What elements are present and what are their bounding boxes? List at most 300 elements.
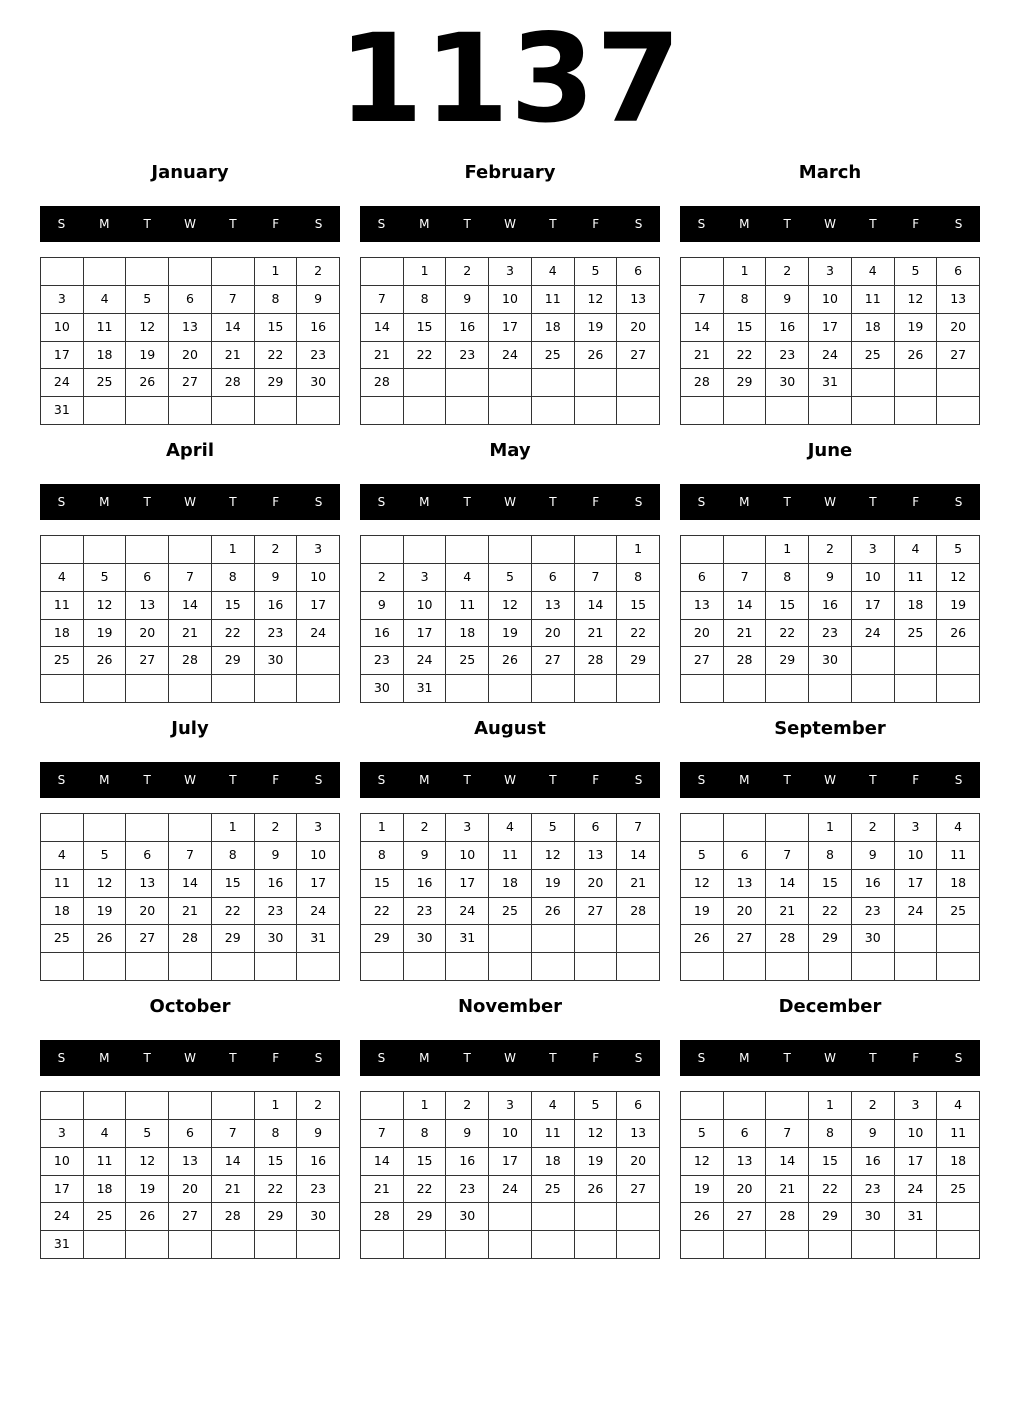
day-cell [852, 647, 895, 675]
day-cell: 25 [84, 369, 127, 397]
day-cell: 20 [617, 1148, 660, 1176]
weekday-label: M [99, 495, 110, 509]
day-cell: 9 [255, 564, 298, 592]
day-cell [489, 369, 532, 397]
weekday-label: S [634, 217, 643, 231]
day-cell [575, 925, 618, 953]
day-cell [532, 675, 575, 703]
day-cell [255, 1231, 298, 1259]
day-cell: 19 [937, 592, 980, 620]
day-cell: 16 [446, 314, 489, 342]
day-cell: 21 [212, 1176, 255, 1204]
day-cell: 13 [681, 592, 724, 620]
day-cell: 15 [617, 592, 660, 620]
day-cell: 18 [489, 870, 532, 898]
day-cell: 23 [255, 620, 298, 648]
day-cell: 28 [681, 369, 724, 397]
day-cell: 2 [809, 536, 852, 564]
day-cell: 9 [446, 286, 489, 314]
day-cell: 26 [681, 1203, 724, 1231]
day-cell: 19 [84, 898, 127, 926]
day-cell: 5 [489, 564, 532, 592]
weekday-label: S [954, 773, 963, 787]
weekday-label: M [99, 773, 110, 787]
day-cell [575, 953, 618, 981]
day-cell [446, 953, 489, 981]
day-cell [489, 953, 532, 981]
day-cell: 6 [126, 842, 169, 870]
day-cell: 14 [617, 842, 660, 870]
day-cell: 2 [404, 814, 447, 842]
day-cell [84, 953, 127, 981]
day-cell: 23 [852, 1176, 895, 1204]
day-cell [84, 675, 127, 703]
day-cell: 16 [446, 1148, 489, 1176]
day-cell: 17 [489, 314, 532, 342]
day-cell: 18 [41, 620, 84, 648]
day-cell [895, 925, 938, 953]
weekday-label: F [592, 1051, 600, 1065]
day-cell: 18 [84, 342, 127, 370]
day-cell: 16 [361, 620, 404, 648]
day-cell: 26 [84, 647, 127, 675]
day-cell: 5 [937, 536, 980, 564]
day-cell: 10 [297, 564, 340, 592]
day-cell: 3 [852, 536, 895, 564]
day-cell: 2 [255, 536, 298, 564]
day-cell: 23 [255, 898, 298, 926]
day-cell: 19 [489, 620, 532, 648]
day-cell: 25 [41, 647, 84, 675]
day-cell: 8 [404, 1120, 447, 1148]
day-cell: 20 [575, 870, 618, 898]
day-cell [724, 675, 767, 703]
day-cell [489, 1231, 532, 1259]
day-cell: 4 [895, 536, 938, 564]
day-cell: 17 [809, 314, 852, 342]
weekday-label: T [143, 217, 151, 231]
day-cell: 29 [255, 1203, 298, 1231]
day-cell: 2 [297, 1092, 340, 1120]
day-cell: 12 [126, 314, 169, 342]
day-cell: 31 [41, 397, 84, 425]
weekday-header [680, 762, 980, 798]
day-cell: 28 [766, 925, 809, 953]
weekday-label: M [739, 217, 750, 231]
day-cell: 17 [895, 870, 938, 898]
day-cell [575, 369, 618, 397]
day-cell: 29 [404, 1203, 447, 1231]
day-cell [895, 369, 938, 397]
month-title: August [474, 718, 546, 739]
day-cell: 5 [532, 814, 575, 842]
day-cell: 26 [575, 1176, 618, 1204]
day-cell [724, 397, 767, 425]
day-cell [617, 675, 660, 703]
day-cell: 19 [895, 314, 938, 342]
day-cell: 15 [766, 592, 809, 620]
month-title: November [457, 996, 563, 1017]
weekday-label: W [184, 1051, 196, 1065]
weekday-header [360, 206, 660, 242]
day-cell: 5 [895, 258, 938, 286]
day-cell [489, 397, 532, 425]
day-cell: 26 [84, 925, 127, 953]
day-cell: 13 [724, 1148, 767, 1176]
day-cell: 1 [361, 814, 404, 842]
weekday-label: W [504, 1051, 516, 1065]
day-cell: 10 [895, 842, 938, 870]
day-cell: 16 [404, 870, 447, 898]
day-cell [446, 536, 489, 564]
weekday-label: S [377, 1051, 386, 1065]
day-cell: 15 [809, 1148, 852, 1176]
day-cell [126, 675, 169, 703]
day-cell: 26 [532, 898, 575, 926]
day-cell: 29 [809, 925, 852, 953]
day-cell [361, 1231, 404, 1259]
day-cell: 4 [937, 814, 980, 842]
day-cell: 6 [169, 286, 212, 314]
day-cell: 5 [126, 1120, 169, 1148]
weekday-label: F [592, 773, 600, 787]
day-cell: 7 [681, 286, 724, 314]
day-cell [255, 675, 298, 703]
day-cell: 27 [126, 925, 169, 953]
weekday-label: W [824, 773, 836, 787]
day-cell: 23 [446, 342, 489, 370]
day-cell [169, 1231, 212, 1259]
day-cell: 14 [361, 314, 404, 342]
day-cell: 29 [255, 369, 298, 397]
day-cell: 8 [809, 842, 852, 870]
weekday-label: F [912, 217, 920, 231]
day-cell: 30 [446, 1203, 489, 1231]
day-cell: 8 [212, 564, 255, 592]
month-may [360, 436, 660, 706]
day-cell: 24 [895, 1176, 938, 1204]
day-cell [937, 397, 980, 425]
weekday-label: F [272, 1051, 280, 1065]
day-cell: 13 [169, 1148, 212, 1176]
day-cell [766, 397, 809, 425]
day-cell: 5 [681, 842, 724, 870]
day-cell [126, 536, 169, 564]
day-cell [809, 397, 852, 425]
day-cell: 30 [297, 1203, 340, 1231]
day-cell [937, 953, 980, 981]
day-cell: 6 [532, 564, 575, 592]
day-cell: 29 [617, 647, 660, 675]
weekday-header [680, 206, 980, 242]
day-cell: 30 [809, 647, 852, 675]
day-cell: 11 [446, 592, 489, 620]
day-cell: 18 [852, 314, 895, 342]
day-cell: 29 [361, 925, 404, 953]
day-cell: 30 [297, 369, 340, 397]
day-cell [212, 397, 255, 425]
month-title: January [151, 162, 229, 183]
day-cell: 31 [41, 1231, 84, 1259]
day-cell [84, 397, 127, 425]
day-cell: 21 [169, 620, 212, 648]
day-cell [169, 397, 212, 425]
day-cell: 5 [575, 1092, 618, 1120]
day-cell: 8 [361, 842, 404, 870]
day-cell [297, 953, 340, 981]
day-cell [212, 953, 255, 981]
day-cell [297, 1231, 340, 1259]
weekday-label: T [869, 773, 877, 787]
day-cell: 23 [766, 342, 809, 370]
weekday-label: T [549, 495, 557, 509]
day-cell: 17 [41, 1176, 84, 1204]
day-cell: 26 [681, 925, 724, 953]
day-cell: 19 [126, 342, 169, 370]
day-cell: 6 [724, 842, 767, 870]
day-cell: 27 [169, 369, 212, 397]
weekday-label: F [592, 217, 600, 231]
day-cell: 24 [895, 898, 938, 926]
weekday-header [360, 484, 660, 520]
day-cell [169, 675, 212, 703]
day-cell: 22 [809, 898, 852, 926]
day-cell: 21 [212, 342, 255, 370]
day-cell: 19 [575, 1148, 618, 1176]
day-cell: 7 [361, 1120, 404, 1148]
day-cell: 31 [297, 925, 340, 953]
day-cell [489, 675, 532, 703]
day-cell: 15 [809, 870, 852, 898]
weekday-label: M [419, 1051, 430, 1065]
day-cell [41, 1092, 84, 1120]
day-cell: 10 [489, 286, 532, 314]
day-cell: 4 [937, 1092, 980, 1120]
day-cell: 11 [489, 842, 532, 870]
day-cell [852, 675, 895, 703]
day-cell: 20 [724, 898, 767, 926]
day-cell [41, 536, 84, 564]
day-cell: 8 [404, 286, 447, 314]
day-cell: 3 [446, 814, 489, 842]
day-cell [575, 536, 618, 564]
day-cell: 11 [84, 1148, 127, 1176]
day-cell: 4 [852, 258, 895, 286]
day-cell: 3 [895, 1092, 938, 1120]
day-grid [360, 813, 660, 981]
day-cell [766, 1092, 809, 1120]
weekday-label: S [57, 495, 66, 509]
day-cell [681, 397, 724, 425]
weekday-label: S [954, 217, 963, 231]
day-cell: 26 [126, 1203, 169, 1231]
month-july [40, 714, 340, 984]
day-cell [84, 258, 127, 286]
day-cell: 10 [809, 286, 852, 314]
day-cell [404, 1231, 447, 1259]
weekday-label: T [869, 495, 877, 509]
day-grid [40, 813, 340, 981]
day-cell: 25 [489, 898, 532, 926]
weekday-label: S [697, 773, 706, 787]
day-cell: 7 [169, 842, 212, 870]
day-cell [766, 675, 809, 703]
day-cell: 25 [532, 342, 575, 370]
day-grid [680, 813, 980, 981]
weekday-label: F [272, 217, 280, 231]
day-cell: 26 [937, 620, 980, 648]
weekday-label: S [314, 773, 323, 787]
weekday-label: F [912, 495, 920, 509]
day-cell [404, 536, 447, 564]
day-cell: 26 [895, 342, 938, 370]
weekday-label: W [824, 1051, 836, 1065]
day-cell: 22 [255, 1176, 298, 1204]
day-cell: 27 [937, 342, 980, 370]
day-cell [852, 1231, 895, 1259]
day-cell [169, 1092, 212, 1120]
day-cell: 14 [169, 592, 212, 620]
day-cell [297, 675, 340, 703]
day-cell [169, 814, 212, 842]
day-cell: 18 [937, 870, 980, 898]
day-cell [361, 397, 404, 425]
weekday-label: T [549, 1051, 557, 1065]
day-cell [212, 1231, 255, 1259]
day-cell: 4 [446, 564, 489, 592]
day-cell [681, 1231, 724, 1259]
day-cell [404, 953, 447, 981]
day-cell [126, 258, 169, 286]
day-cell: 12 [532, 842, 575, 870]
day-cell: 8 [255, 286, 298, 314]
weekday-label: S [377, 217, 386, 231]
day-cell: 3 [489, 1092, 532, 1120]
day-cell: 29 [212, 925, 255, 953]
day-cell: 5 [84, 842, 127, 870]
day-cell: 4 [41, 842, 84, 870]
day-cell: 17 [297, 870, 340, 898]
day-cell: 12 [575, 286, 618, 314]
day-cell: 7 [575, 564, 618, 592]
day-grid [360, 1091, 660, 1259]
day-cell: 7 [724, 564, 767, 592]
day-cell: 24 [297, 620, 340, 648]
day-cell: 12 [681, 870, 724, 898]
weekday-label: T [143, 495, 151, 509]
weekday-label: S [634, 1051, 643, 1065]
day-cell: 1 [255, 258, 298, 286]
day-cell: 14 [681, 314, 724, 342]
day-cell: 11 [937, 842, 980, 870]
day-cell: 15 [255, 1148, 298, 1176]
day-cell: 9 [852, 1120, 895, 1148]
day-cell [532, 925, 575, 953]
day-cell [255, 397, 298, 425]
weekday-label: W [184, 495, 196, 509]
weekday-label: T [549, 217, 557, 231]
day-cell [724, 953, 767, 981]
year-title: 1137 [338, 8, 682, 150]
day-cell: 6 [617, 258, 660, 286]
weekday-label: M [99, 1051, 110, 1065]
weekday-label: T [463, 1051, 471, 1065]
day-cell: 3 [489, 258, 532, 286]
day-cell: 28 [766, 1203, 809, 1231]
month-december [680, 992, 980, 1262]
day-cell: 9 [297, 286, 340, 314]
day-cell [617, 1231, 660, 1259]
day-cell: 30 [255, 647, 298, 675]
day-cell [126, 814, 169, 842]
day-cell: 20 [532, 620, 575, 648]
day-cell: 3 [41, 1120, 84, 1148]
day-cell [617, 397, 660, 425]
day-cell: 19 [532, 870, 575, 898]
day-cell: 27 [724, 1203, 767, 1231]
weekday-label: M [739, 773, 750, 787]
day-cell: 29 [724, 369, 767, 397]
day-cell: 13 [724, 870, 767, 898]
day-cell: 30 [255, 925, 298, 953]
day-cell: 3 [41, 286, 84, 314]
day-cell: 16 [255, 870, 298, 898]
day-cell: 4 [84, 286, 127, 314]
day-cell: 15 [212, 592, 255, 620]
day-cell: 8 [766, 564, 809, 592]
day-cell: 22 [617, 620, 660, 648]
day-cell: 24 [446, 898, 489, 926]
day-cell: 17 [446, 870, 489, 898]
day-cell: 4 [84, 1120, 127, 1148]
day-cell [361, 1092, 404, 1120]
day-cell: 22 [212, 620, 255, 648]
day-cell: 28 [169, 647, 212, 675]
day-cell [617, 953, 660, 981]
day-cell: 10 [852, 564, 895, 592]
day-cell [169, 953, 212, 981]
day-cell: 14 [766, 870, 809, 898]
day-cell: 14 [212, 1148, 255, 1176]
day-cell: 27 [617, 1176, 660, 1204]
day-cell: 16 [852, 1148, 895, 1176]
day-cell: 28 [361, 369, 404, 397]
day-cell [575, 675, 618, 703]
day-cell: 19 [84, 620, 127, 648]
day-cell: 7 [169, 564, 212, 592]
day-cell: 11 [895, 564, 938, 592]
day-grid [40, 535, 340, 703]
day-cell [41, 675, 84, 703]
day-cell [361, 953, 404, 981]
weekday-label: S [57, 217, 66, 231]
weekday-label: S [377, 495, 386, 509]
day-grid [680, 1091, 980, 1259]
day-cell: 21 [575, 620, 618, 648]
weekday-label: T [143, 1051, 151, 1065]
day-cell: 13 [169, 314, 212, 342]
weekday-label: W [504, 217, 516, 231]
day-cell [724, 1231, 767, 1259]
day-cell [937, 369, 980, 397]
day-cell: 10 [404, 592, 447, 620]
day-cell: 16 [766, 314, 809, 342]
weekday-label: M [739, 1051, 750, 1065]
day-cell: 7 [766, 842, 809, 870]
month-january [40, 158, 340, 428]
day-cell: 10 [41, 314, 84, 342]
day-cell [84, 1231, 127, 1259]
